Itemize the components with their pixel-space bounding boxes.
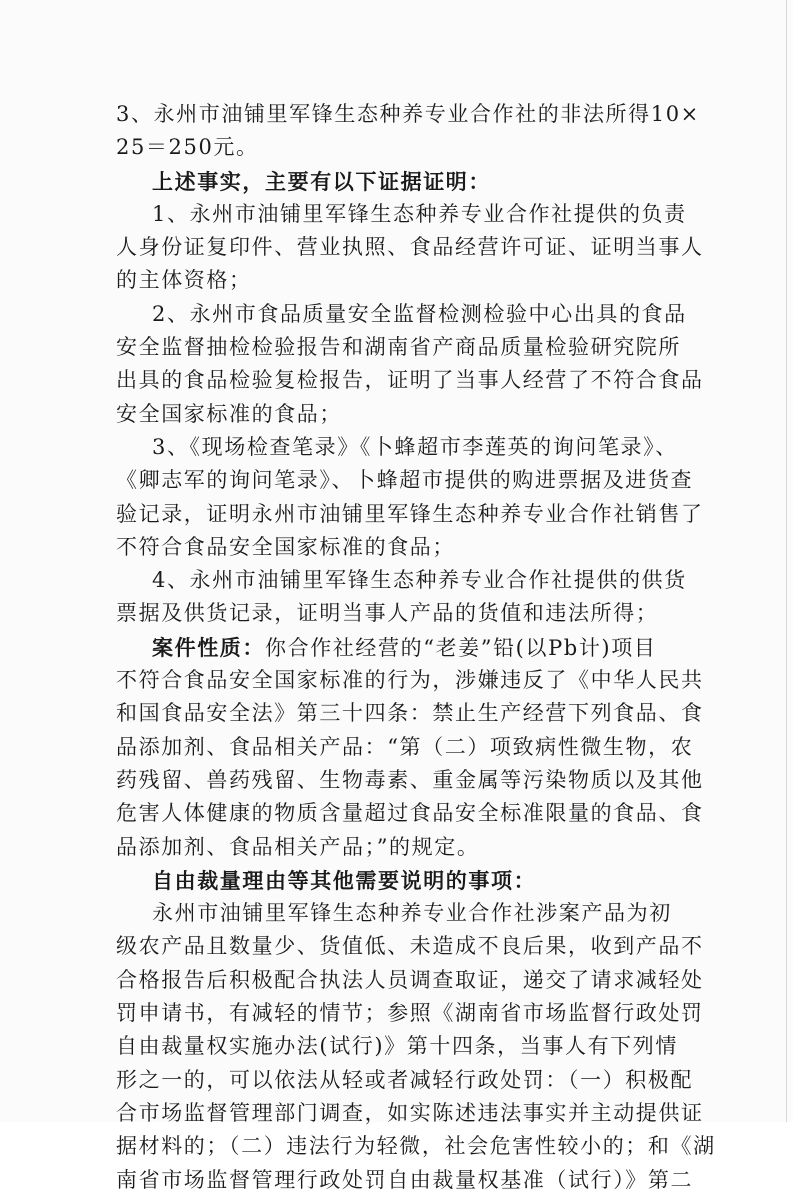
bold-heading: 上述事实，主要有以下证据证明：	[152, 168, 491, 194]
text-line: 安全国家标准的食品；	[116, 401, 342, 426]
text-line: 出具的食品检验复检报告，证明了当事人经营了不符合食品	[116, 368, 704, 393]
text-line: 不符合食品安全国家标准的食品；	[116, 534, 455, 559]
text-line: 南省市场监督管理行政处罚自由裁量权基准（试行）》第二	[116, 1167, 694, 1192]
text-line: 4、永州市油铺里军锋生态种养专业合作社提供的供货	[152, 568, 687, 593]
text-line: 不符合食品安全国家标准的行为，涉嫌违反了《中华人民共	[116, 668, 704, 693]
text-line: 人身份证复印件、营业执照、食品经营许可证、证明当事人	[116, 235, 704, 260]
text-line: 药残留、兽药残留、生物毒素、重金属等污染物质以及其他	[116, 767, 704, 792]
text-line: 票据及供货记录，证明当事人产品的货值和违法所得；	[116, 601, 659, 626]
text-line: 合市场监督管理部门调查，如实陈述违法事实并主动提供证	[116, 1100, 704, 1125]
text-line: 合格报告后积极配合执法人员调查取证，递交了请求减轻处	[116, 967, 704, 992]
text-line: 2、永州市食品质量安全监督检测检验中心出具的食品	[152, 301, 687, 326]
text-line: 1、永州市油铺里军锋生态种养专业合作社提供的负责	[152, 201, 687, 226]
page-edge-line	[786, 0, 787, 1122]
text-line: 罚申请书，有减轻的情节；参照《湖南省市场监督行政处罚	[116, 1001, 704, 1026]
text-line	[116, 631, 681, 664]
line-remainder: 你合作社经营的“老姜”铅(以Pb计)项目	[265, 635, 657, 660]
text-line: 据材料的；（二）违法行为轻微，社会危害性较小的；和《湖	[116, 1134, 716, 1159]
text-line	[116, 165, 681, 198]
text-line: 品添加剂、食品相关产品；”的规定。	[116, 834, 480, 859]
text-line: 永州市油铺里军锋生态种养专业合作社涉案产品为初	[152, 901, 672, 926]
text-line: 3、《现场检查笔录》《卜蜂超市李莲英的询问笔录》、	[152, 434, 678, 459]
text-line: 3、永州市油铺里军锋生态种养专业合作社的非法所得10×	[116, 102, 700, 126]
text-line: 《卿志军的询问笔录》、卜蜂超市提供的购进票据及进货查	[116, 468, 694, 493]
text-line: 验记录，证明永州市油铺里军锋生态种养专业合作社销售了	[116, 501, 704, 526]
bold-heading: 自由裁量理由等其他需要说明的事项：	[152, 867, 537, 893]
bold-heading: 案件性质：	[152, 634, 265, 660]
document-body	[116, 98, 716, 1197]
text-line: 品添加剂、食品相关产品：“第（二）项致病性微生物，农	[116, 734, 694, 759]
text-line: 安全监督抽检检验报告和湖南省产商品质量检验研究院所	[116, 335, 681, 360]
text-line: 的主体资格；	[116, 268, 252, 293]
text-line: 级农产品且数量少、货值低、未造成不良后果，收到产品不	[116, 934, 704, 959]
text-line: 形之一的，可以依法从轻或者减轻行政处罚：（一）积极配	[116, 1067, 694, 1092]
text-line: 和国食品安全法》第三十四条：禁止生产经营下列食品、食	[116, 701, 704, 726]
text-line: 危害人体健康的物质含量超过食品安全标准限量的食品、食	[116, 801, 704, 826]
text-line	[116, 864, 681, 897]
text-line: 自由裁量权实施办法(试行)》第十四条，当事人有下列情	[116, 1034, 678, 1059]
text-line: 25＝250元。	[116, 135, 259, 160]
